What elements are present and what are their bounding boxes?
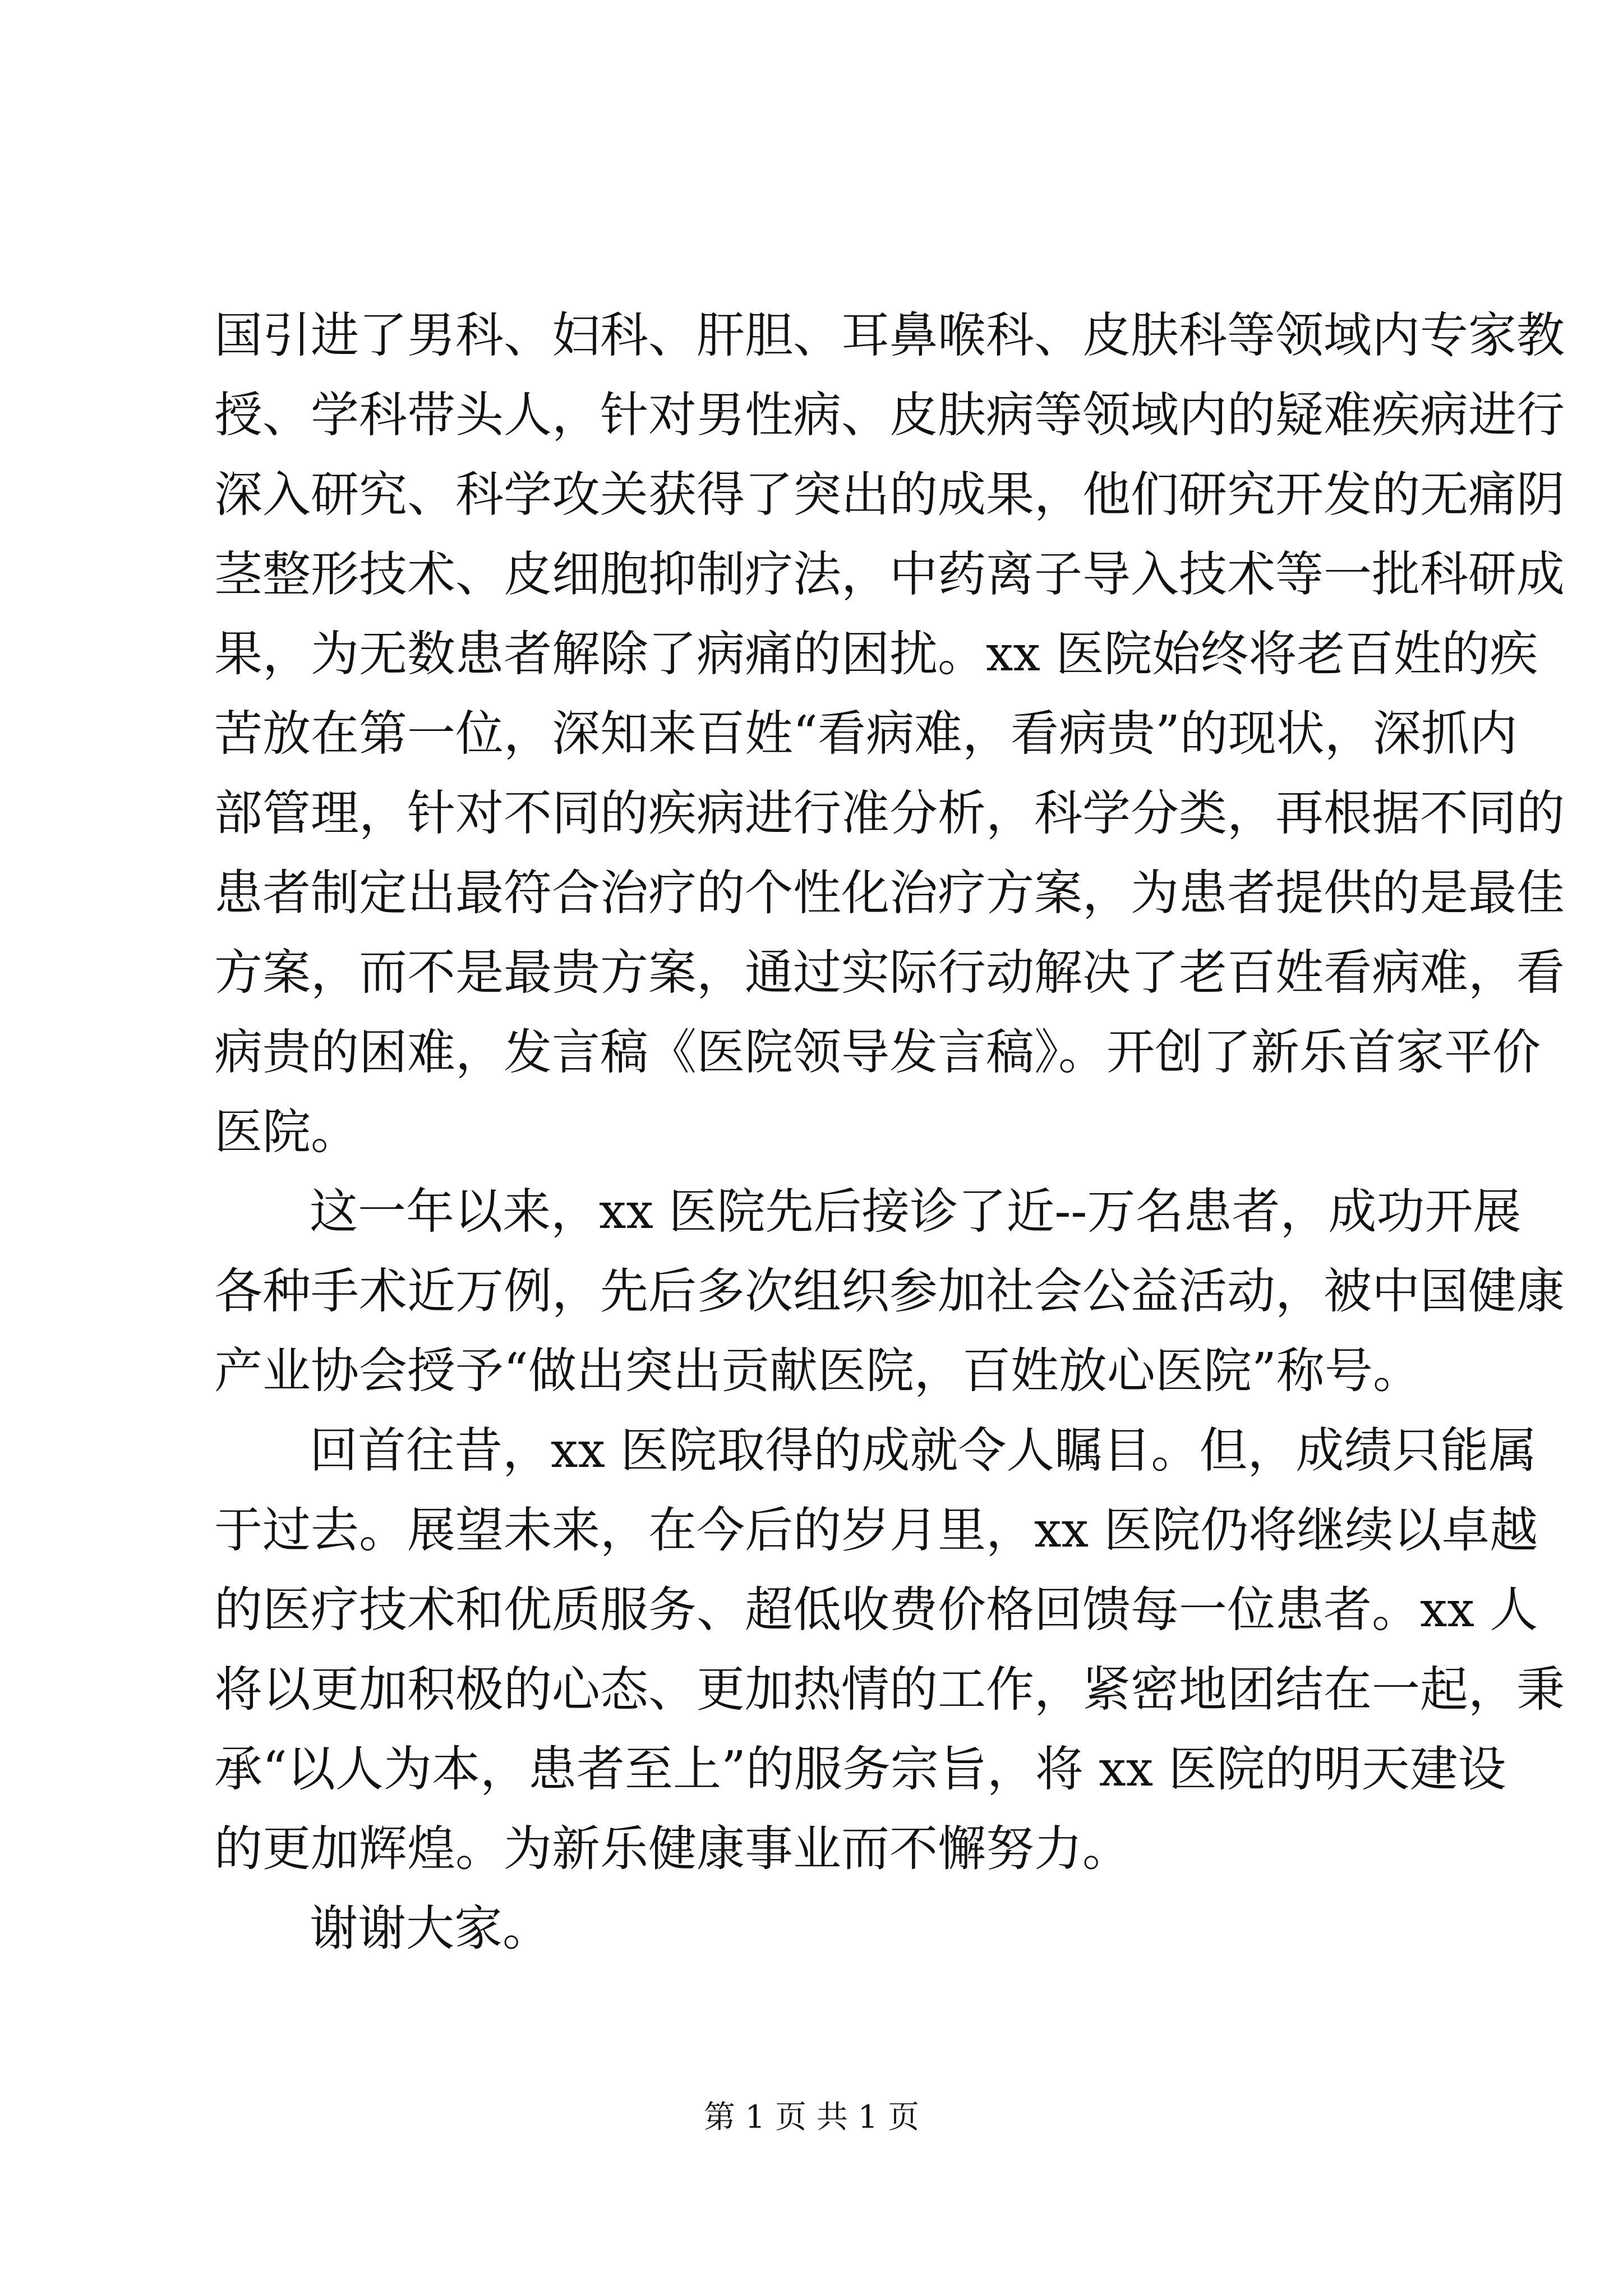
paragraph-1-line-1: 国引进了男科、妇科、肝胆、耳鼻喉科、皮肤科等领域内专家教 (214, 307, 1565, 364)
paragraph-3-line-6: 的更加辉煌。为新乐健康事业而不懈努力。 (214, 1821, 1131, 1877)
paragraph-2-line-1: 这一年以来，xx 医院先后接诊了近--万名患者，成功开展 (310, 1184, 1521, 1240)
paragraph-3-line-1: 回首往昔，xx 医院取得的成就令人瞩目。但，成绩只能属 (310, 1423, 1537, 1479)
paragraph-1-line-10: 病贵的困难，发言稿《医院领导发言稿》。开创了新乐首家平价 (214, 1024, 1541, 1080)
paragraph-3-line-2: 于过去。展望未来，在今后的岁月里，xx 医院仍将继续以卓越 (214, 1502, 1538, 1558)
paragraph-1-line-2: 授、学科带头人，针对男性病、皮肤病等领域内的疑难疾病进行 (214, 387, 1565, 443)
paragraph-3-line-3: 的医疗技术和优质服务、超低收费价格回馈每一位患者。xx 人 (214, 1582, 1538, 1638)
paragraph-1-line-3: 深入研究、科学攻关获得了突出的成果，他们研究开发的无痛阴 (214, 467, 1565, 523)
paragraph-1-line-4: 茎整形技术、皮细胞抑制疗法，中药离子导入技术等一批科研成 (214, 546, 1565, 602)
paragraph-1-line-7: 部管理，针对不同的疾病进行准分析，科学分类，再根据不同的 (214, 785, 1565, 841)
paragraph-1-line-11: 医院。 (214, 1104, 359, 1160)
paragraph-3-line-4: 将以更加积极的心态、更加热情的工作，紧密地团结在一起，秉 (214, 1662, 1565, 1718)
page-number-footer: 第 1 页 共 1 页 (703, 2099, 920, 2136)
paragraph-1-line-5: 果，为无数患者解除了病痛的困扰。xx 医院始终将老百姓的疾 (214, 626, 1538, 682)
paragraph-2-line-3: 产业协会授予“做出突出贡献医院，百姓放心医院”称号。 (214, 1343, 1421, 1399)
paragraph-2-line-2: 各种手术近万例，先后多次组织参加社会公益活动，被中国健康 (214, 1263, 1565, 1319)
paragraph-3-line-5: 承“以人为本，患者至上”的服务宗旨，将 xx 医院的明天建设 (214, 1741, 1506, 1797)
paragraph-1-line-8: 患者制定出最符合治疗的个性化治疗方案，为患者提供的是最佳 (214, 865, 1565, 921)
paragraph-1-line-6: 苦放在第一位，深知来百姓“看病难，看病贵”的现状，深抓内 (214, 706, 1518, 762)
paragraph-4-line-1: 谢谢大家。 (310, 1901, 551, 1957)
paragraph-1-line-9: 方案，而不是最贵方案，通过实际行动解决了老百姓看病难，看 (214, 945, 1565, 1001)
